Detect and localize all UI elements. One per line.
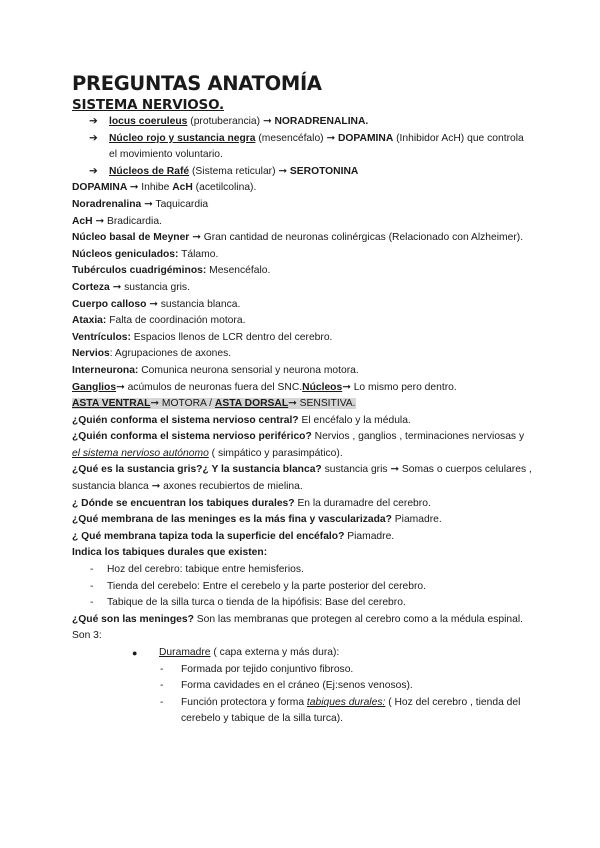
note-line: AcH ➞ Bradicardia. bbox=[72, 215, 162, 227]
list-item: ➔ Núcleos de Rafé (Sistema reticular) ➞ SEROTONINA bbox=[72, 164, 532, 181]
note-line: Tubérculos cuadrigéminos: Mesencéfalo. bbox=[72, 265, 271, 277]
arrow-icon: ➞ bbox=[116, 381, 125, 393]
list-item: - Función protectora y forma tabiques durales: ( Hoz del cerebro , tienda del cerebelo y tabique de la silla turca). bbox=[160, 696, 521, 725]
question: ¿Qué membrana de las meninges es la más fina y vascularizada? Piamadre. bbox=[72, 514, 442, 526]
note-line: Núcleos geniculados: Tálamo. bbox=[72, 248, 219, 260]
arrow-icon: ➞ bbox=[151, 481, 161, 493]
page-title: PREGUNTAS ANATOMÍA bbox=[72, 72, 322, 95]
dot-bullet-icon: ● bbox=[132, 648, 138, 658]
section-title: SISTEMA NERVIOSO. bbox=[72, 97, 224, 113]
arrow-icon: ➞ bbox=[262, 116, 272, 127]
arrow-bullet-icon: ➔ bbox=[89, 165, 98, 177]
list-item: ➔ locus coeruleus (protuberancia) ➞ NORADRENALINA. bbox=[72, 114, 532, 131]
note-line: Cuerpo calloso ➞ sustancia blanca. bbox=[72, 298, 241, 310]
list-item: - Forma cavidades en el cráneo (Ej:senos venosos). bbox=[160, 680, 413, 692]
arrow-icon: ➞ bbox=[144, 198, 153, 210]
list-item: ➔ Núcleo rojo y sustancia negra (mesencéfalo) ➞ DOPAMINA (Inhibidor AcH) que controla el movimiento voluntario. bbox=[89, 132, 524, 161]
arrow-bullet-icon: ➔ bbox=[89, 116, 98, 127]
question: ¿ Dónde se encuentran los tabiques durales? En la duramadre del cerebro. bbox=[72, 497, 431, 509]
highlighted-line: ASTA VENTRAL➞ MOTORA / ASTA DORSAL➞ SENSITIVA. bbox=[72, 398, 356, 410]
question: ¿Quién conforma el sistema nervioso periférico? Nervios , ganglios , terminaciones nerviosas y el sistema nervioso autónomo ( simpático y parasimpático). bbox=[72, 431, 525, 459]
list-item: - Tienda del cerebelo: Entre el cerebelo y la parte posterior del cerebro. bbox=[90, 580, 427, 592]
list-item: - Hoz del cerebro: tabique entre hemisferios. bbox=[90, 564, 304, 576]
note-line: Interneurona: Comunica neurona sensorial y neurona motora. bbox=[72, 364, 359, 376]
arrow-icon: ➞ bbox=[95, 215, 105, 227]
question: Indica los tabiques durales que existen: bbox=[72, 547, 268, 559]
note-line: Noradrenalina ➞ Taquicardia bbox=[72, 198, 209, 210]
arrow-icon: ➞ bbox=[129, 182, 139, 194]
question: ¿Qué son las meninges? Son las membranas que protegen al cerebro como a la médula espinal. Son 3: bbox=[72, 613, 523, 642]
arrow-icon: ➞ bbox=[192, 232, 201, 244]
note-line: Corteza ➞ sustancia gris. bbox=[72, 281, 190, 293]
question: ¿Qué es la sustancia gris?¿ Y la sustancia blanca? sustancia gris ➞ Somas o cuerpos celulares , sustancia blanca ➞ axones recubiertos de mielina. bbox=[72, 464, 532, 493]
arrow-icon: ➞ bbox=[390, 464, 400, 476]
arrow-icon: ➞ bbox=[326, 132, 336, 144]
question: ¿ Qué membrana tapiza toda la superficie del encéfalo? Piamadre. bbox=[72, 530, 395, 542]
list-item: - Formada por tejido conjuntivo fibroso. bbox=[160, 663, 354, 675]
arrow-icon: ➞ bbox=[150, 398, 160, 410]
note-line: DOPAMINA ➞ Inhibe AcH (acetilcolina). bbox=[72, 182, 257, 194]
note-line: Ganglios➞ acúmulos de neuronas fuera del SNC.Núcleos➞ Lo mismo pero dentro. bbox=[72, 381, 457, 393]
arrow-icon: ➞ bbox=[278, 165, 288, 177]
question: ¿Quién conforma el sistema nervioso central? El encéfalo y la médula. bbox=[72, 414, 411, 426]
arrow-icon: ➞ bbox=[112, 281, 122, 293]
note-line: Núcleo basal de Meyner ➞ Gran cantidad de neuronas colinérgicas (Relacionado con Alzheimer). bbox=[72, 232, 524, 244]
list-item: ● Duramadre ( capa externa y más dura): bbox=[72, 645, 532, 662]
note-line: Ataxia: Falta de coordinación motora. bbox=[72, 315, 246, 327]
arrow-bullet-icon: ➔ bbox=[89, 132, 98, 144]
notes-body bbox=[72, 114, 532, 728]
arrow-icon: ➞ bbox=[288, 398, 297, 410]
note-line: Ventrículos: Espacios llenos de LCR dentro del cerebro. bbox=[72, 331, 333, 343]
arrow-icon: ➞ bbox=[342, 381, 351, 393]
arrow-icon: ➞ bbox=[149, 298, 158, 310]
list-item: - Tabique de la silla turca o tienda de la hipófisis: Base del cerebro. bbox=[90, 597, 406, 609]
note-line: Nervios: Agrupaciones de axones. bbox=[72, 348, 232, 360]
